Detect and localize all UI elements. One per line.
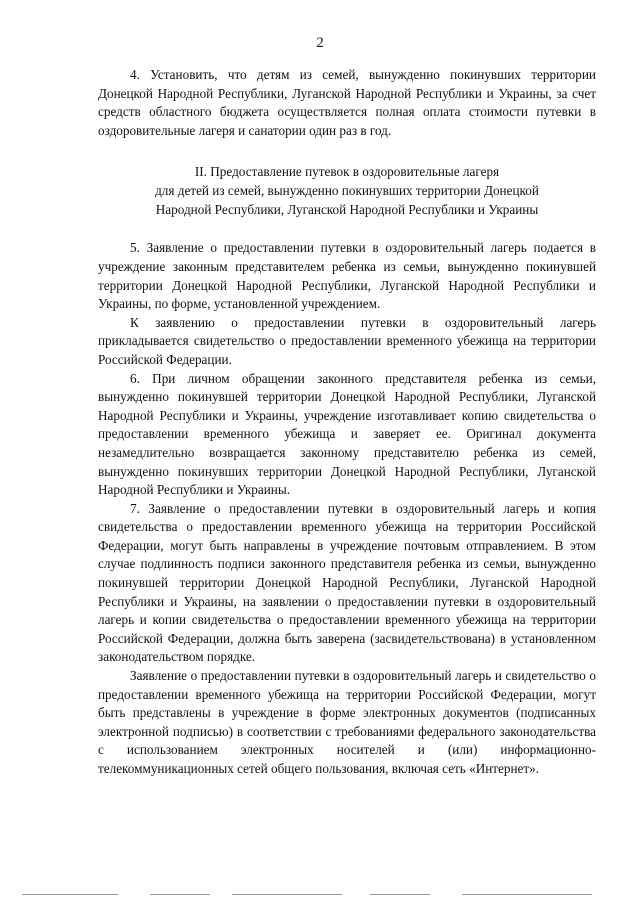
scan-edge-marks [0, 894, 640, 902]
section-heading-line-2: для детей из семей, вынужденно покинувших территории Донецкой [155, 183, 539, 199]
paragraph-5: 5. Заявление о предоставлении путевки в оздоровительный лагерь подается в учреждение законным представителем ребенка из семьи, вынужденно покинувшей территории Донецкой Народной Республики, Луганской Народной Республики и Украины, по форме, установленной учреждением. [98, 240, 596, 312]
scan-mark [150, 894, 210, 895]
paragraph-7-electronic: Заявление о предоставлении путевки в оздоровительный лагерь и свидетельство о предоставлении временного убежища на территории Российской Федерации, могут быть представлены в учреждение в форме электронных документов (подписанных электронной подписью) в соответствии с требованиями федерального законодательства с использованием электронных носителей и (или) информационно-телекоммуникационных сетей общего пользования, включая сеть «Интернет». [98, 668, 596, 776]
section-heading [98, 162, 596, 219]
paragraph-5-attachment: К заявлению о предоставлении путевки в оздоровительный лагерь прикладывается свидетельство о предоставлении временного убежища на территории Российской Федерации. [98, 314, 596, 367]
document-body [98, 66, 596, 779]
scan-mark [232, 894, 342, 895]
paragraph-7: 7. Заявление о предоставлении путевки в оздоровительный лагерь и копия свидетельства о предоставлении временного убежища на территории Российской Федерации, могут быть направлены в учреждение почтовым отправлением. В этом случае подлинность подписи законного представителя ребенка из семьи, вынужденно покинувшей территории Донецкой Народной Республики, Луганской Народной Республики и Украины, на заявлении о предоставлении путевки в оздоровительный лагерь и копии свидетельства о предоставлении временного убежища на территории Российской Федерации, должна быть заверена (засвидетельствована) в установленном законодательством порядке. [98, 500, 596, 665]
scan-mark [370, 894, 430, 895]
scan-mark [462, 894, 592, 895]
page-number: 2 [316, 35, 324, 51]
paragraph-4: 4. Установить, что детям из семей, вынужденно покинувших территории Донецкой Народной Республики, Луганской Народной Республики и Украины, за счет средств областного бюджета осуществляется полная оплата стоимости путевки в оздоровительные лагеря и санатории один раз в год. [98, 67, 596, 138]
paragraph-6: 6. При личном обращении законного представителя ребенка из семьи, вынужденно покинувшей территории Донецкой Народной Республики, Луганской Народной Республики и Украины, учреждение изготавливает копию свидетельства о предоставлении временного убежища и заверяет ее. Оригинал документа незамедлительно возвращается законному представителю ребенка из семей, вынужденно покинувших территории Донецкой Народной Республики, Луганской Народной Республики и Украины. [98, 370, 596, 498]
section-heading-line-1: II. Предоставление путевок в оздоровительные лагеря [194, 164, 500, 180]
section-heading-line-3: Народной Республики, Луганской Народной Республики и Украины [155, 202, 539, 218]
scan-mark [22, 894, 118, 895]
